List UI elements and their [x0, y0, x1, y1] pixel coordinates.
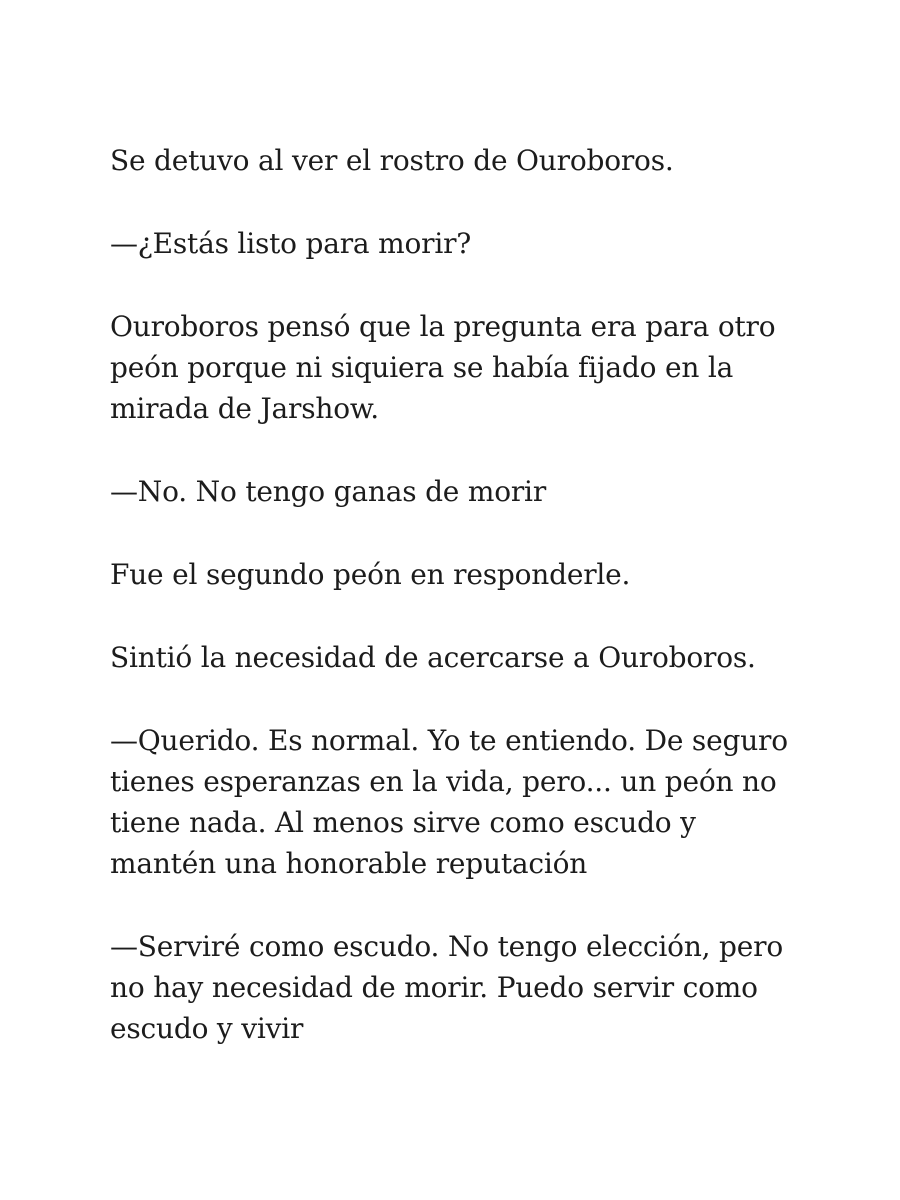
document-text — [110, 140, 800, 1091]
paragraph: Sintió la necesidad de acercarse a Ouroboros. — [110, 641, 756, 674]
paragraph: —Querido. Es normal. Yo te entiendo. De seguro tienes esperanzas en la vida, pero... un peón no tiene nada. Al menos sirve como escudo y mantén una honorable reputación — [110, 724, 788, 880]
paragraph: Fue el segundo peón en responderle. — [110, 558, 631, 591]
paragraph: Ouroboros pensó que la pregunta era para otro peón porque ni siquiera se había fijado en la mirada de Jarshow. — [110, 310, 776, 425]
paragraph: —¿Estás listo para morir? — [110, 227, 472, 260]
paragraph: —No. No tengo ganas de morir — [110, 475, 547, 508]
paragraph: Se detuvo al ver el rostro de Ouroboros. — [110, 144, 674, 177]
paragraph: —Serviré como escudo. No tengo elección, pero no hay necesidad de morir. Puedo servir como escudo y vivir — [110, 930, 783, 1045]
